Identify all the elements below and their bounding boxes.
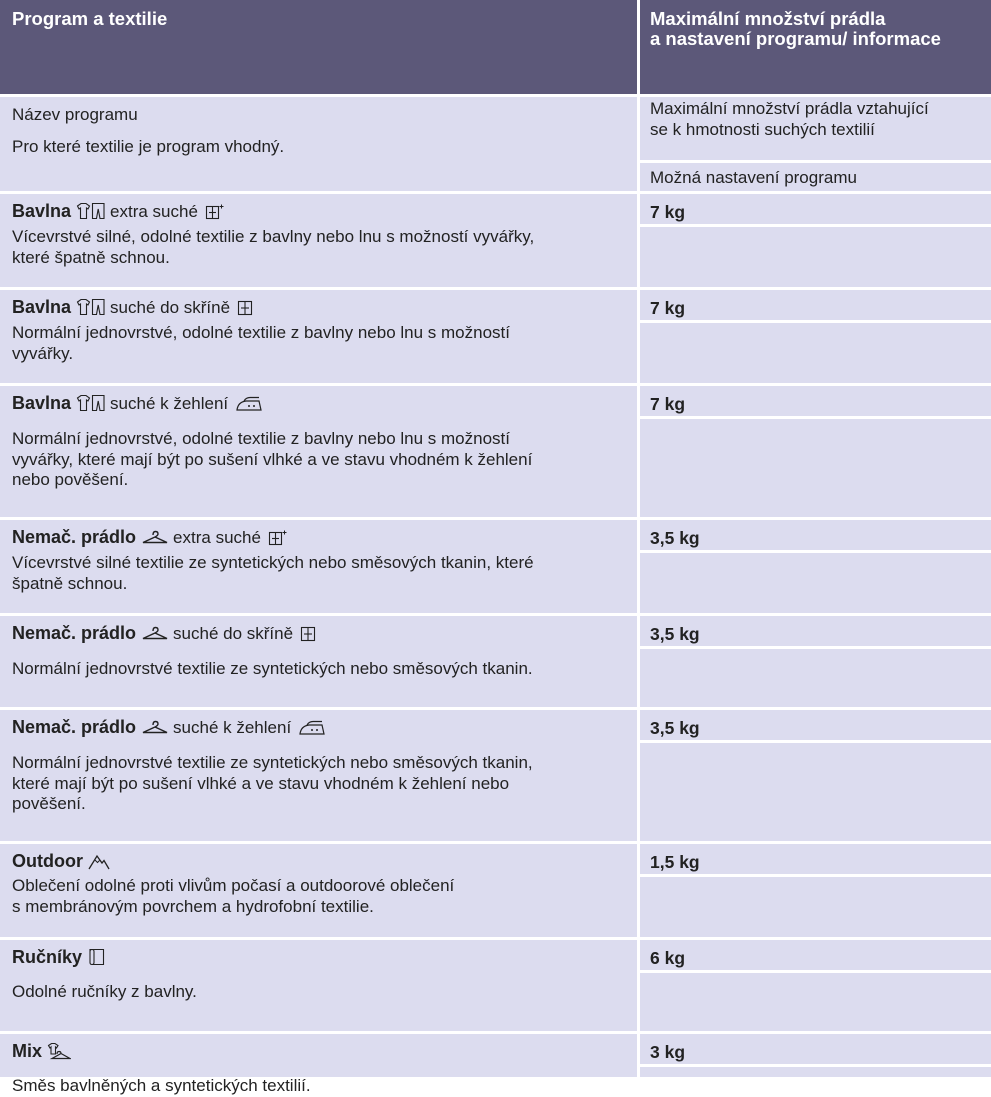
max-load: 7 kg: [650, 298, 686, 318]
max-load: 3 kg: [650, 1042, 686, 1062]
program-dryness: suché do skříně: [110, 298, 231, 317]
program-title: [12, 1041, 637, 1061]
mix-icon: [47, 1042, 71, 1060]
max-load: 7 kg: [650, 202, 686, 222]
legend-settings: [640, 163, 991, 191]
max-load-cell: [640, 1034, 991, 1064]
legend-textile-desc: Pro které textilie je program vhodný.: [12, 136, 285, 156]
program-row: [0, 386, 637, 517]
header-max-load-line1: Maximální množství prádla: [650, 8, 886, 29]
program-dryness: suché k žehlení: [173, 718, 292, 737]
header-program: [0, 0, 637, 94]
program-name: Nemač. prádlo: [12, 717, 137, 737]
max-load: 6 kg: [650, 948, 686, 968]
program-row: [0, 1034, 637, 1095]
hanger-icon: [141, 530, 169, 546]
cupboard-icon: [300, 626, 316, 642]
program-row: [0, 940, 637, 1031]
program-description: Směs bavlněných a syntetických textilií.: [12, 1076, 311, 1095]
settings-cell: [640, 973, 991, 1031]
program-name: Nemač. prádlo: [12, 527, 137, 547]
program-name: Bavlna: [12, 201, 72, 221]
max-load: 3,5 kg: [650, 528, 700, 548]
cupboard-plus-icon: [205, 204, 224, 220]
towel-icon: [87, 948, 105, 966]
legend-settings-text: Možná nastavení programu: [650, 168, 857, 187]
header-max-load-line2: a nastavení programu/ informace: [650, 28, 941, 49]
max-load: 3,5 kg: [650, 624, 700, 644]
iron-icon: [298, 720, 326, 736]
legend-left: [0, 97, 637, 191]
program-dryness: extra suché: [173, 528, 261, 547]
program-row: [0, 290, 637, 383]
settings-cell: [640, 553, 991, 613]
max-load-cell: [640, 616, 991, 646]
settings-cell: [640, 649, 991, 707]
header-program-label: Program a textilie: [12, 8, 168, 29]
max-load-cell: [640, 194, 991, 224]
settings-cell: [640, 323, 991, 383]
legend-program-name: Název programu: [12, 105, 138, 124]
program-name: Ručníky: [12, 947, 83, 967]
max-load: 7 kg: [650, 394, 686, 414]
program-title: [12, 527, 637, 548]
program-dryness: extra suché: [110, 202, 198, 221]
settings-cell: [640, 877, 991, 937]
max-load: 1,5 kg: [650, 852, 700, 872]
legend-max-load: [640, 97, 991, 160]
program-description: Vícevrstvé silné textilie ze syntetických nebo směsových tkanin, které špatně schnou.: [12, 553, 534, 593]
program-name: Bavlna: [12, 297, 72, 317]
cupboard-icon: [237, 300, 253, 316]
program-description: Odolné ručníky z bavlny.: [12, 982, 197, 1001]
program-name: Mix: [12, 1041, 43, 1061]
max-load-cell: [640, 386, 991, 416]
program-title: [12, 201, 637, 222]
program-row: [0, 520, 637, 613]
program-dryness: suché do skříně: [173, 624, 294, 643]
settings-cell: [640, 227, 991, 287]
program-row: [0, 616, 637, 707]
cotton-icon: [76, 202, 106, 220]
settings-cell: [640, 743, 991, 841]
max-load-cell: [640, 710, 991, 740]
program-title: [12, 947, 637, 967]
hanger-icon: [141, 720, 169, 736]
program-row: [0, 710, 637, 841]
iron-icon: [235, 396, 263, 412]
program-description: Normální jednovrstvé, odolné textilie z bavlny nebo lnu s možností vyvářky.: [12, 323, 510, 363]
max-load-cell: [640, 844, 991, 874]
program-title: [12, 623, 637, 644]
program-dryness: suché k žehlení: [110, 394, 229, 413]
program-title: [12, 851, 637, 871]
max-load-cell: [640, 290, 991, 320]
hanger-icon: [141, 626, 169, 642]
program-row: [0, 194, 637, 287]
cotton-icon: [76, 394, 106, 412]
max-load-cell: [640, 520, 991, 550]
header-max-load: [640, 0, 991, 94]
cupboard-plus-icon: [268, 530, 287, 546]
program-description: Vícevrstvé silné, odolné textilie z bavlny nebo lnu s možností vyvářky, které špatně schnou.: [12, 227, 535, 267]
program-description: Oblečení odolné proti vlivům počasí a outdoorové oblečení s membránovým povrchem a hydrofobní textilie.: [12, 876, 455, 916]
program-name: Nemač. prádlo: [12, 623, 137, 643]
max-load: 3,5 kg: [650, 718, 700, 738]
program-title: [12, 717, 637, 738]
program-description: Normální jednovrstvé textilie ze syntetických nebo směsových tkanin, které mají být po sušení vlhké a ve stavu vhodném k žehlení nebo pověšení.: [12, 753, 533, 813]
max-load-cell: [640, 940, 991, 970]
settings-cell: [640, 1067, 991, 1077]
program-row: [0, 844, 637, 937]
program-description: Normální jednovrstvé, odolné textilie z bavlny nebo lnu s možností vyvářky, které mají být po sušení vlhké a ve stavu vhodném k žehlení nebo pověšení.: [12, 429, 533, 489]
program-name: Bavlna: [12, 393, 72, 413]
settings-cell: [640, 419, 991, 517]
cotton-icon: [76, 298, 106, 316]
program-description: Normální jednovrstvé textilie ze syntetických nebo směsových tkanin.: [12, 659, 533, 678]
program-title: [12, 393, 637, 414]
program-title: [12, 297, 637, 318]
mountain-icon: [88, 854, 110, 870]
legend-max-load-text: Maximální množství prádla vztahující se k hmotnosti suchých textilií: [650, 99, 929, 139]
program-name: Outdoor: [12, 851, 83, 871]
